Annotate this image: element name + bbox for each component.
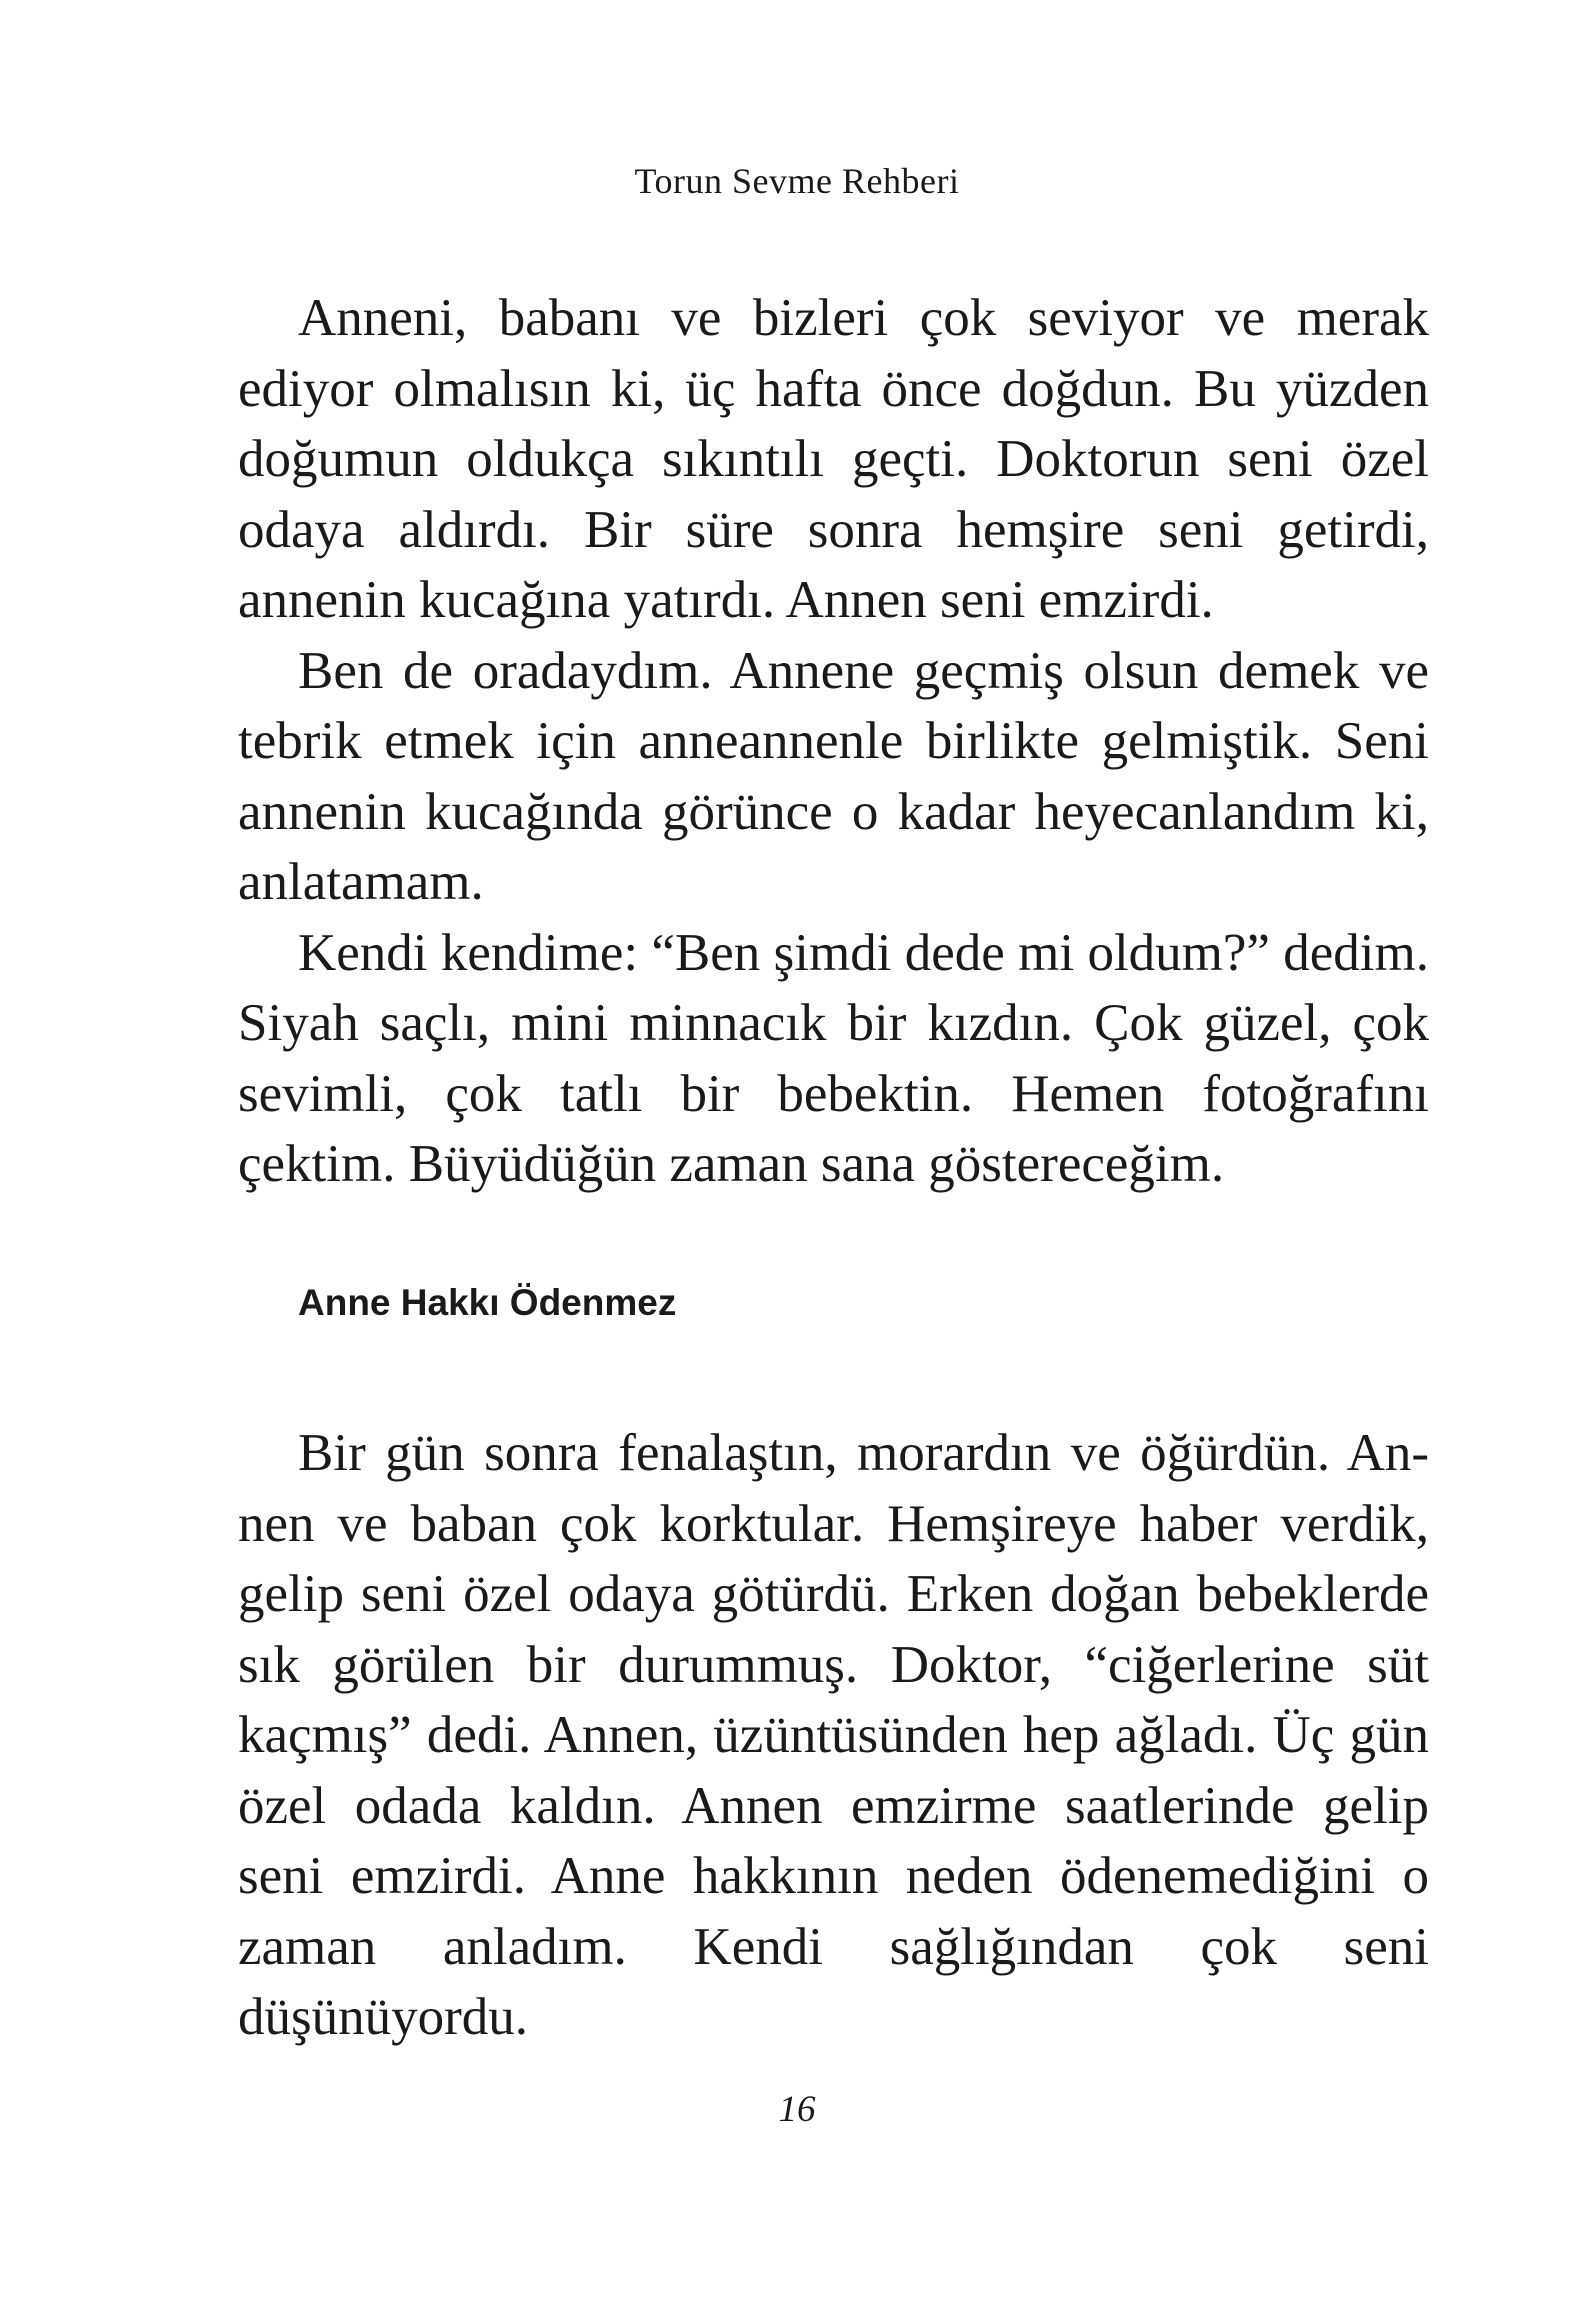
paragraph: Anneni, babanı ve bizleri çok seviyor ve merak ediyor olmalısın ki, üç hafta önce doğdun. Bu yüzden doğumun oldukça sıkıntılı geçti. Doktorun seni özel odaya aldırdı. Bir süre sonra hemşire seni getirdi, annenin kucağına yatırdı. Annen seni emzirdi.	[238, 289, 1429, 629]
section-heading: Anne Hakkı Ödenmez	[298, 1282, 677, 1323]
body-text-section-2	[238, 1418, 1429, 2053]
paragraph: Kendi kendime: “Ben şimdi dede mi oldum?” dedim. Siyah saçlı, mini minnacık bir kızdın. Çok güzel, çok sevimli, çok tatlı bir bebektin. Hemen fotoğrafını çektim. Büyüdüğün zaman sana göstereceğim.	[238, 923, 1429, 1193]
paragraph: Ben de oradaydım. Annene geçmiş olsun demek ve tebrik etmek için anneannenle birlikte gelmiştik. Seni annenin kucağında görünce o kadar heyecanlandım ki, anlatamam.	[238, 641, 1429, 911]
running-header: Torun Sevme Rehberi	[634, 161, 960, 201]
body-text-section-1	[238, 283, 1429, 1200]
page-number: 16	[778, 2089, 816, 2130]
paragraph: Bir gün sonra fenalaştın, morardın ve öğürdün. Annen ve baban çok korktular. Hemşireye haber verdik, gelip seni özel odaya götürdü. Erken doğan bebeklerde sık görülen bir durummuş. Doktor, “ciğerlerine süt kaçmış” dedi. Annen, üzüntüsünden hep ağladı. Üç gün özel odada kaldın. Annen emzirme saatlerinde gelip seni emzirdi. Anne hakkının neden ödenemediğini o zaman anladım. Kendi sağlığından çok seni düşünüyordu.	[238, 1424, 1429, 2046]
